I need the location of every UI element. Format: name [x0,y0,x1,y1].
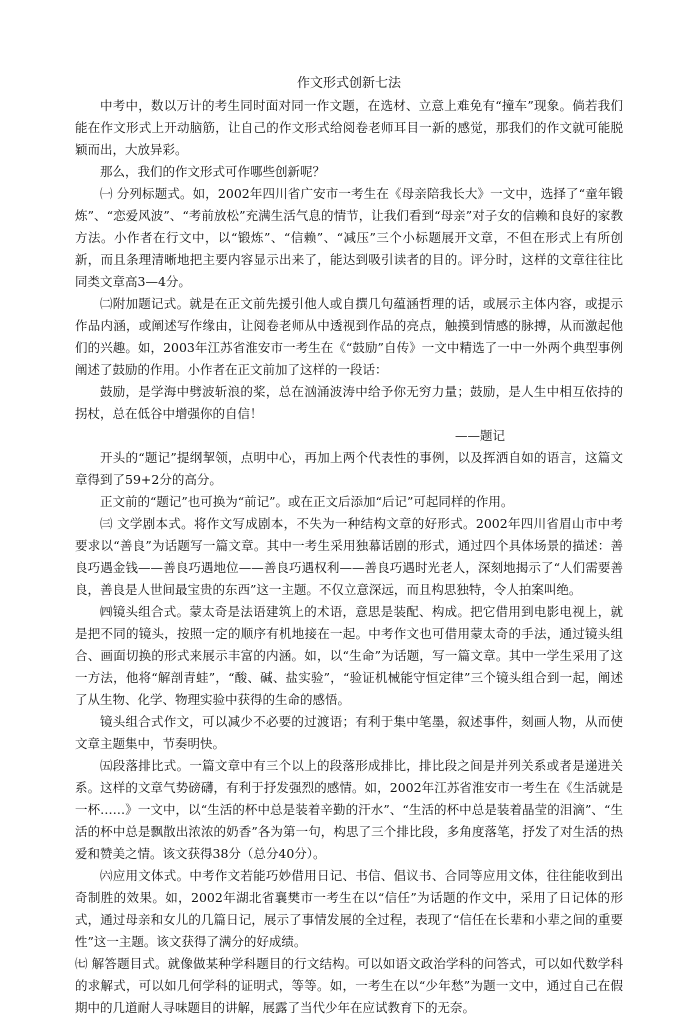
question-paragraph: 那么，我们的作文形式可作哪些创新呢？ [100,164,326,179]
epigraph-comment-paragraph: 开头的“题记”提纲挈领，点明中心，再加上两个代表性的事例，以及挥洒自如的语言，这篇文章得到了59+2分的高分。 [75,450,623,487]
document-title: 作文形式创新七法 [296,76,401,91]
foreword-note-paragraph: 正文前的“题记”也可换为“前记”。或在正文后添加“后记”可起同样的作用。 [100,494,514,509]
method-4-note-paragraph: 镜头组合式作文，可以减少不必要的过渡语；有利于集中笔墨，叙述事件，刻画人物，从而使文章主题集中，节奏明快。 [75,714,623,751]
method-3-paragraph: ㈢ 文学剧本式。将作文写成剧本，不失为一种结构文章的好形式。2002年四川省眉山市中考要求以“善良”为话题写一篇文章。其中一考生采用独幕话剧的形式，通过四个具体场景的描述：善良巧遇金钱——善良巧遇地位——善良巧遇权利——善良巧遇时光老人，深刻地揭示了“人们需要善良，善良是人世间最宝贵的东西”这一主题。不仅立意深远，而且构思独特，令人拍案叫绝。 [75,516,623,597]
method-5-paragraph: ㈤段落排比式。一篇文章中有三个以上的段落形成排比，排比段之间是并列关系或者是递进关系。这样的文章气势磅礴，有利于抒发强烈的感情。如，2002年江苏省淮安市一考生在《生活就是一杯……》一文中，以“生活的杯中总是装着辛勤的汗水”、“生活的杯中总是装着晶莹的泪滴”、“生活的杯中总是飘散出浓浓的奶香”各为第一句，构思了三个排比段，多角度落笔，抒发了对生活的热爱和赞美之情。该文获得38分（总分40分）。 [75,758,623,861]
document-page [75,73,623,1019]
method-2-paragraph: ㈡附加题记式。就是在正文前先援引他人或自撰几句蕴涵哲理的话，或展示主体内容，或提示作品内涵，或阐述写作缘由，让阅卷老师从中透视到作品的亮点，触摸到情感的脉搏，从而激起他们的兴趣。如，2003年江苏省淮安市一考生在《“鼓励”自传》一文中精选了一中一外两个典型事例阐述了鼓励的作用。小作者在正文前加了这样的一段话： [75,296,623,377]
method-4-paragraph: ㈣镜头组合式。蒙太奇是法语建筑上的术语，意思是装配、构成。把它借用到电影电视上，就是把不同的镜头，按照一定的顺序有机地接在一起。中考作文也可借用蒙太奇的手法，通过镜头组合、画面切换的形式来展示丰富的内涵。如，以“生命”为话题，写一篇文章。其中一学生采用了这一方法，他将“解剖青蛙”，“酸、碱、盐实验”，“验证机械能守恒定律”三个镜头组合到一起，阐述了从生物、化学、物理实验中获得的生命的感悟。 [75,604,623,707]
epigraph-quote: 鼓励，是学海中劈波斩浪的桨，总在汹涌波涛中给予你无穷力量；鼓励，是人生中相互依持的拐杖，总在低谷中增强你的自信！ [75,384,623,421]
epigraph-signature: ——题记 [454,428,505,443]
method-7-paragraph: ㈦ 解答题目式。就像做某种学科题目的行文结构。可以如语文政治学科的问答式，可以如代数学科的求解式，可以如几何学科的证明式，等等。如，一考生在以“少年愁”为题一文中，通过自己在假期中的几道耐人寻味题目的讲解，展露了当代少年在应试教育下的无奈。 [75,956,623,1015]
method-6-paragraph: ㈥应用文体式。中考作文若能巧妙借用日记、书信、倡议书、合同等应用文体，往往能收到出奇制胜的效果。如，2002年湖北省襄樊市一考生在以“信任”为话题的作文中，采用了日记体的形式，通过母亲和女儿的几篇日记，展示了事情发展的全过程，表现了“信任在长辈和小辈之间的重要性”这一主题。该文获得了满分的好成绩。 [75,868,623,949]
intro-paragraph: 中考中，数以万计的考生同时面对同一作文题，在选材、立意上难免有“撞车”现象。倘若我们能在作文形式上开动脑筋，让自己的作文形式给阅卷老师耳目一新的感觉，那我们的作文就可能脱颖而出，大放异彩。 [75,98,623,157]
method-1-paragraph: ㈠ 分列标题式。如，2002年四川省广安市一考生在《母亲陪我长大》一文中，选择了“童年锻炼”、“恋爱风波”、“考前放松”充满生活气息的情节，让我们看到“母亲”对子女的信赖和良好的家教方法。小作者在行文中，以“锻炼”、“信赖”、“减压”三个小标题展开文章，不但在形式上有所创新，而且条理清晰地把主要内容显示出来了，能达到吸引读者的目的。评分时，这样的文章往往比同类文章高3—4分。 [75,186,623,289]
